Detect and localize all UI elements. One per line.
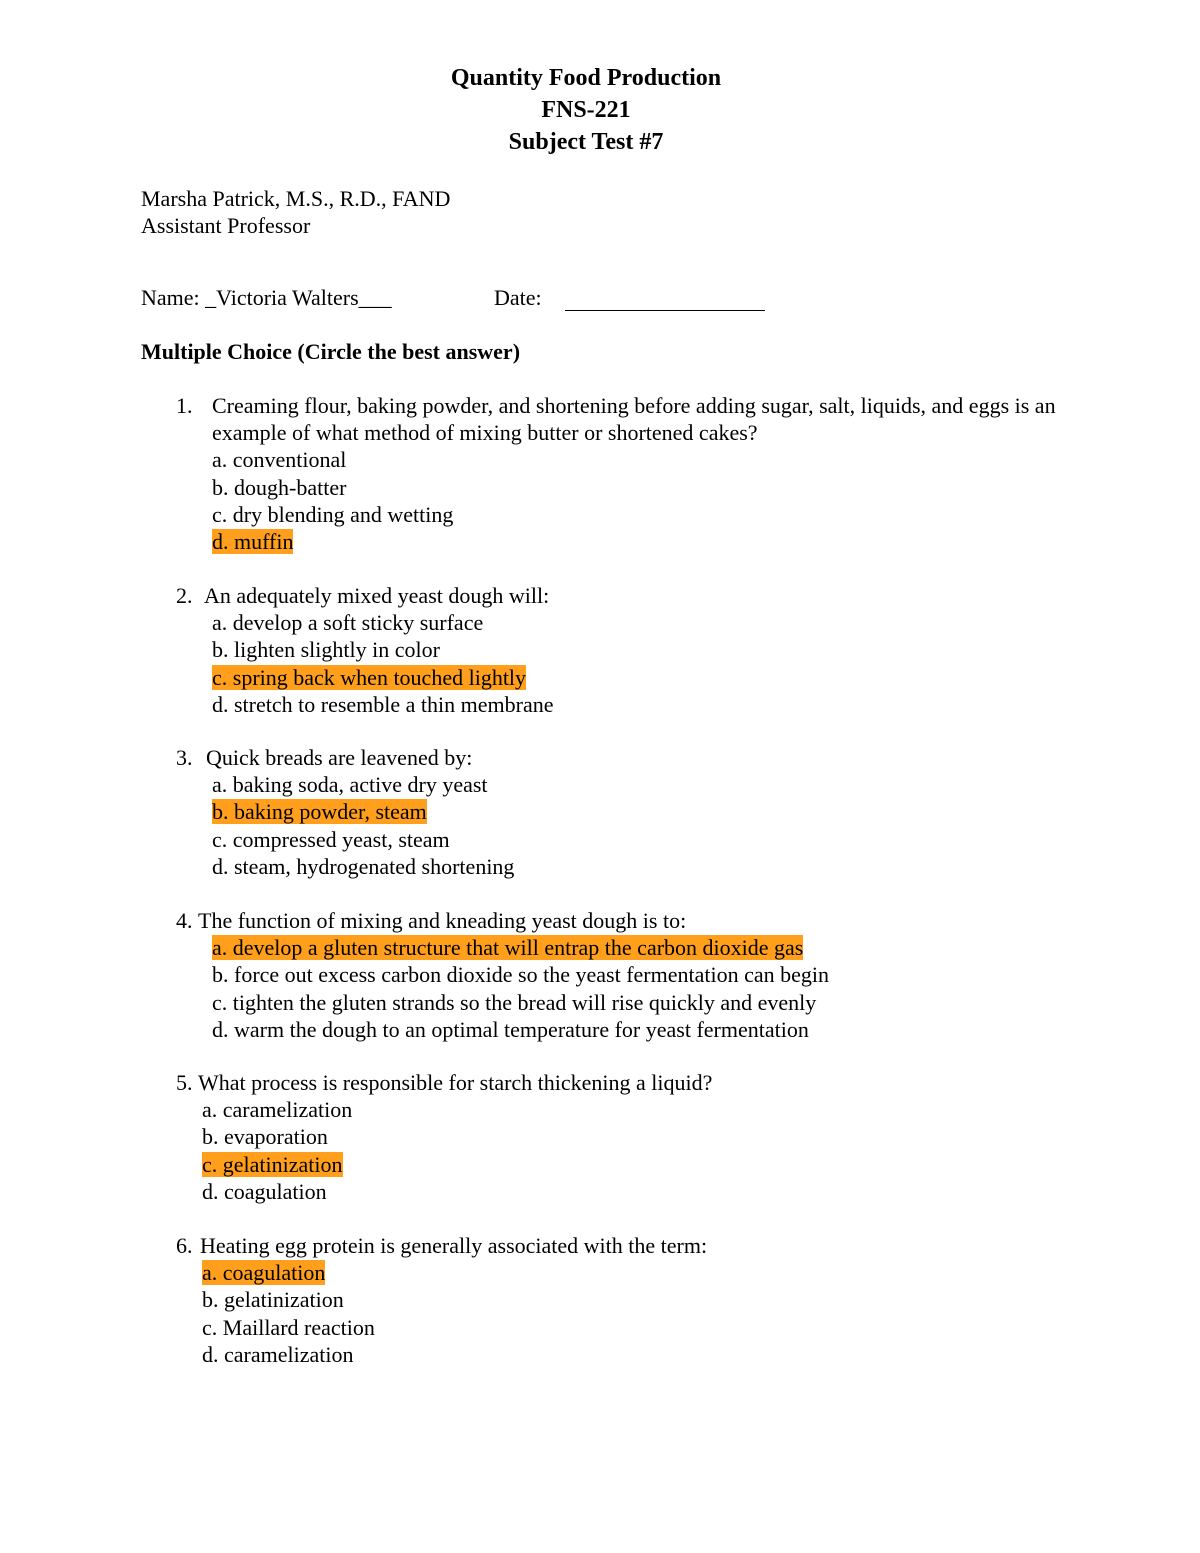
test-title: Subject Test #7 [508, 129, 664, 155]
option-c-selected[interactable] [202, 1151, 712, 1178]
answer-highlight: c. gelatinization [202, 1151, 343, 1177]
option-c[interactable]: c. Maillard reaction [202, 1314, 375, 1340]
question-number: 2. [176, 583, 193, 608]
question-number: 5. [176, 1070, 193, 1095]
question-stem: The function of mixing and kneading yeast dough is to: [198, 908, 687, 933]
question-6 [176, 1232, 707, 1368]
option-c[interactable]: c. compressed yeast, steam [212, 826, 450, 852]
author-block [141, 185, 450, 239]
course-title: Quantity Food Production [450, 65, 722, 91]
author-name: Marsha Patrick, M.S., R.D., FAND [141, 186, 451, 211]
option-a[interactable]: a. conventional [212, 447, 347, 473]
option-b[interactable]: b. gelatinization [202, 1287, 344, 1313]
option-b[interactable]: b. force out excess carbon dioxide so the yeast fermentation can begin [212, 962, 829, 988]
option-d[interactable]: d. steam, hydrogenated shortening [212, 853, 515, 879]
question-1 [176, 392, 1056, 555]
question-3 [176, 744, 514, 880]
date-blank-line [565, 310, 765, 311]
question-number: 4. [176, 908, 193, 933]
question-number: 1. [176, 393, 193, 418]
name-field [141, 284, 392, 311]
question-stem: example of what method of mixing butter or shortened cakes? [212, 420, 758, 446]
answer-highlight: a. develop a gluten structure that will entrap the carbon dioxide gas [212, 935, 804, 961]
question-stem: Creaming flour, baking powder, and shortening before adding sugar, salt, liquids, and eggs is an [212, 393, 1056, 418]
option-d[interactable]: d. warm the dough to an optimal temperature for yeast fermentation [212, 1016, 809, 1042]
name-value: _Victoria Walters___ [205, 285, 392, 310]
option-c-selected[interactable] [212, 664, 554, 691]
course-code: FNS-221 [541, 97, 631, 123]
option-d[interactable]: d. coagulation [202, 1178, 327, 1204]
name-label: Name: [141, 285, 200, 310]
option-a[interactable]: a. caramelization [202, 1097, 353, 1123]
question-stem: Heating egg protein is generally associated with the term: [200, 1233, 708, 1258]
question-number: 3. [176, 745, 193, 770]
question-stem: Quick breads are leavened by: [206, 745, 473, 770]
option-a[interactable]: a. baking soda, active dry yeast [212, 772, 488, 798]
answer-highlight: c. spring back when touched lightly [212, 664, 527, 690]
author-title: Assistant Professor [141, 213, 311, 238]
option-b[interactable]: b. lighten slightly in color [212, 637, 440, 663]
option-b-selected[interactable] [212, 798, 514, 825]
option-d-selected[interactable] [212, 528, 1056, 555]
option-d[interactable]: d. caramelization [202, 1341, 354, 1367]
question-stem: An adequately mixed yeast dough will: [204, 583, 550, 608]
date-label: Date: [494, 285, 542, 310]
question-2 [176, 582, 554, 718]
option-d[interactable]: d. stretch to resemble a thin membrane [212, 691, 554, 717]
section-title: Multiple Choice (Circle the best answer) [141, 339, 521, 364]
option-b[interactable]: b. evaporation [202, 1124, 328, 1150]
option-a-selected[interactable] [212, 934, 829, 961]
question-4 [176, 907, 829, 1043]
answer-highlight: b. baking powder, steam [212, 799, 427, 825]
question-stem: What process is responsible for starch thickening a liquid? [198, 1070, 713, 1095]
option-a[interactable]: a. develop a soft sticky surface [212, 610, 484, 636]
option-c[interactable]: c. tighten the gluten strands so the bread will rise quickly and evenly [212, 989, 817, 1015]
answer-highlight: a. coagulation [202, 1260, 326, 1286]
question-5 [176, 1069, 712, 1205]
option-c[interactable]: c. dry blending and wetting [212, 501, 454, 527]
option-a-selected[interactable] [202, 1259, 707, 1286]
answer-highlight: d. muffin [212, 529, 294, 555]
question-number: 6. [176, 1233, 193, 1258]
option-b[interactable]: b. dough-batter [212, 474, 347, 500]
document-header [0, 62, 1172, 158]
